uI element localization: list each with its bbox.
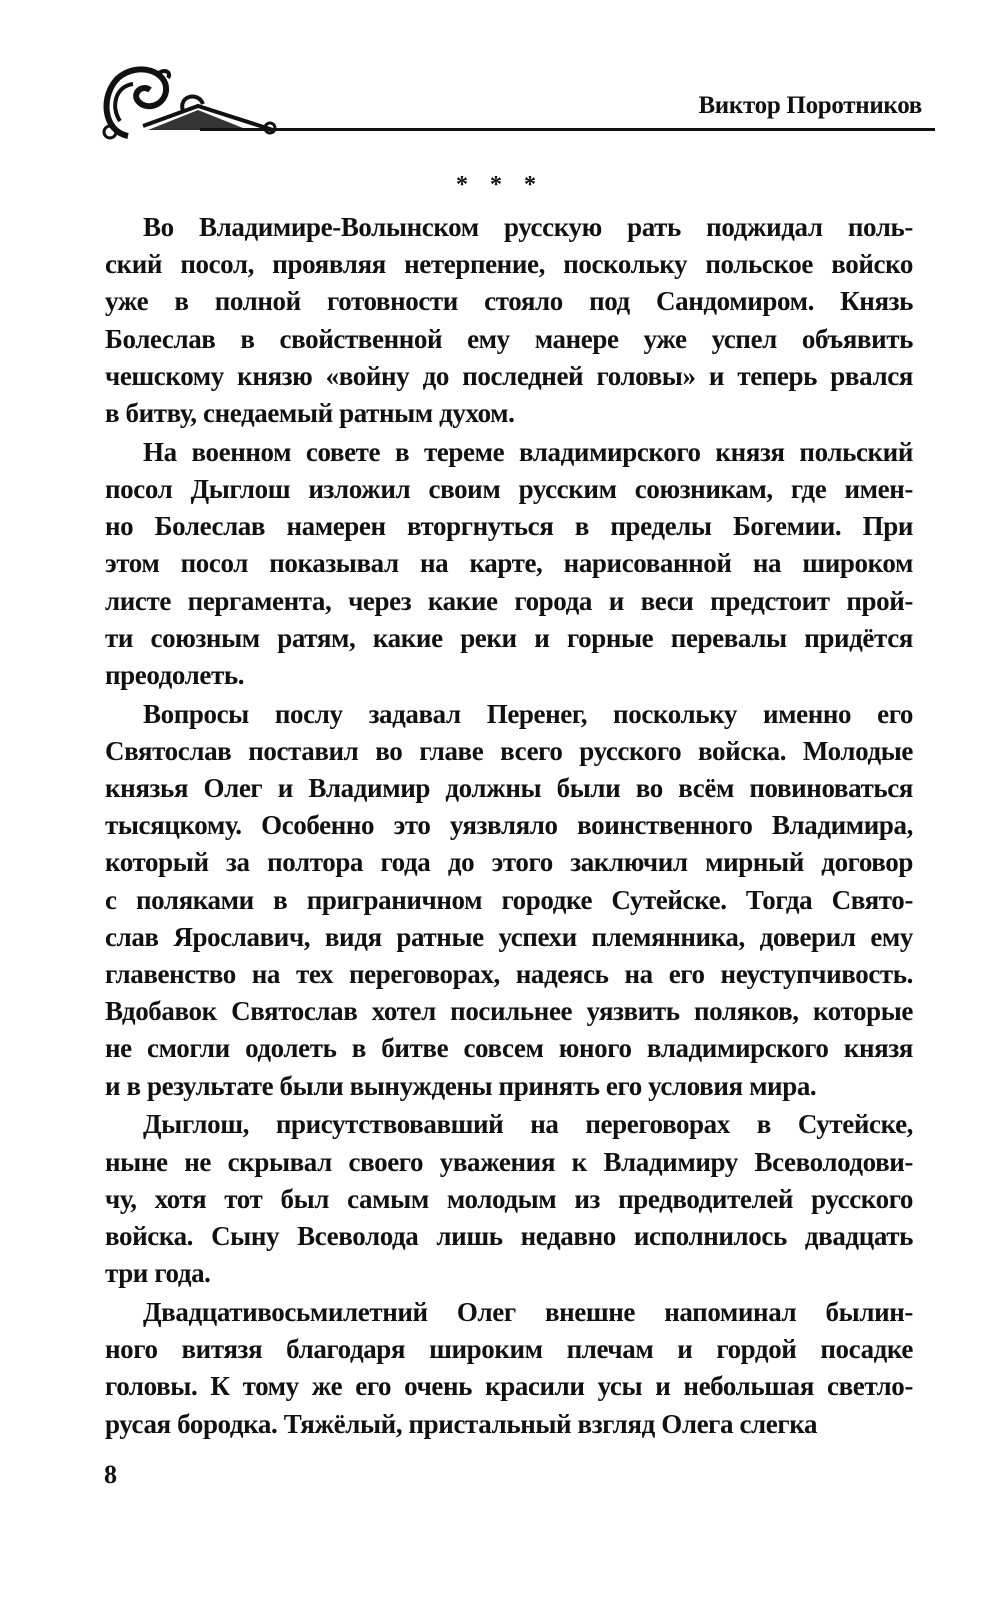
text-line: Болеслав в свойственной ему манере уже успел объявить xyxy=(105,323,913,354)
text-line: Дыглош, присутствовавший на переговорах в Сутейске, xyxy=(143,1109,913,1140)
text-line: чешскому князю «войну до последней головы» и теперь рвался xyxy=(105,360,913,391)
page-number: 8 xyxy=(104,1460,117,1489)
text-line: чу, хотя тот был самым молодым из предводителей русского xyxy=(105,1183,913,1214)
text-line: войска. Сыну Всеволода лишь недавно исполнилось двадцать xyxy=(105,1220,913,1251)
text-line: слав Ярославич, видя ратные успехи племянника, доверил ему xyxy=(105,921,913,952)
header-rule xyxy=(200,128,935,131)
paragraph xyxy=(105,209,913,432)
text-line: три года. xyxy=(105,1258,211,1289)
text-line: Святослав поставил во главе всего русского войска. Молодые xyxy=(105,735,913,766)
text-line: который за полтора года до этого заключил мирный договор xyxy=(105,847,913,878)
text-line: князья Олег и Владимир должны были во всём повиноваться xyxy=(105,773,913,804)
text-line: Во Владимире-Волынском русскую рать поджидал поль- xyxy=(143,212,913,242)
text-line: не смогли одолеть в битве совсем юного владимирского князя xyxy=(105,1033,913,1064)
text-line: главенство на тех переговорах, надеясь на его неуступчивость. xyxy=(105,959,913,990)
paragraph xyxy=(105,696,913,1105)
text-line: Двадцативосьмилетний Олег внешне напоминал былин- xyxy=(143,1296,913,1327)
paragraph xyxy=(105,1294,913,1443)
text-line: ныне не скрывал своего уважения к Владимиру Всеволодови- xyxy=(105,1146,913,1177)
text-line: этом посол показывал на карте, нарисованной на широком xyxy=(105,548,913,579)
text-line: ти союзным ратям, какие реки и горные перевалы придётся xyxy=(105,622,913,653)
text-line: но Болеслав намерен вторгнуться в пределы Богемии. При xyxy=(105,511,913,542)
text-line: тысяцкому. Особенно это уязвляло воинственного Владимира, xyxy=(105,810,913,841)
header-ornament xyxy=(98,66,278,146)
body-text xyxy=(105,209,913,1444)
text-line: головы. К тому же его очень красили усы и небольшая светло- xyxy=(105,1371,913,1402)
running-header-author: Виктор Поротников xyxy=(698,92,922,119)
text-line: Вопросы послу задавал Перенег, поскольку именно его xyxy=(143,698,913,729)
text-line: и в результате были вынуждены принять его условия мира. xyxy=(105,1070,817,1101)
paragraph xyxy=(105,434,913,694)
text-line: ного витязя благодаря широким плечам и гордой посадке xyxy=(105,1334,913,1365)
text-line: уже в полной готовности стояло под Сандомиром. Князь xyxy=(105,286,913,317)
text-line: посол Дыглош изложил своим русским союзникам, где имен- xyxy=(105,473,913,504)
text-line: в битву, снедаемый ратным духом. xyxy=(105,398,515,429)
text-line: с поляками в приграничном городке Сутейске. Тогда Свято- xyxy=(105,884,913,915)
text-line: преодолеть. xyxy=(105,659,245,690)
text-line: листе пергамента, через какие города и веси предстоит прой- xyxy=(105,585,913,616)
section-separator: * * * xyxy=(456,172,544,198)
text-line: русая бородка. Тяжёлый, пристальный взгляд Олега слегка xyxy=(105,1408,818,1439)
paragraph xyxy=(105,1106,913,1292)
text-line: ский посол, проявляя нетерпение, поскольку польское войско xyxy=(105,249,913,280)
text-line: На военном совете в тереме владимирского князя польский xyxy=(143,436,913,467)
text-line: Вдобавок Святослав хотел посильнее уязвить поляков, которые xyxy=(105,996,913,1027)
